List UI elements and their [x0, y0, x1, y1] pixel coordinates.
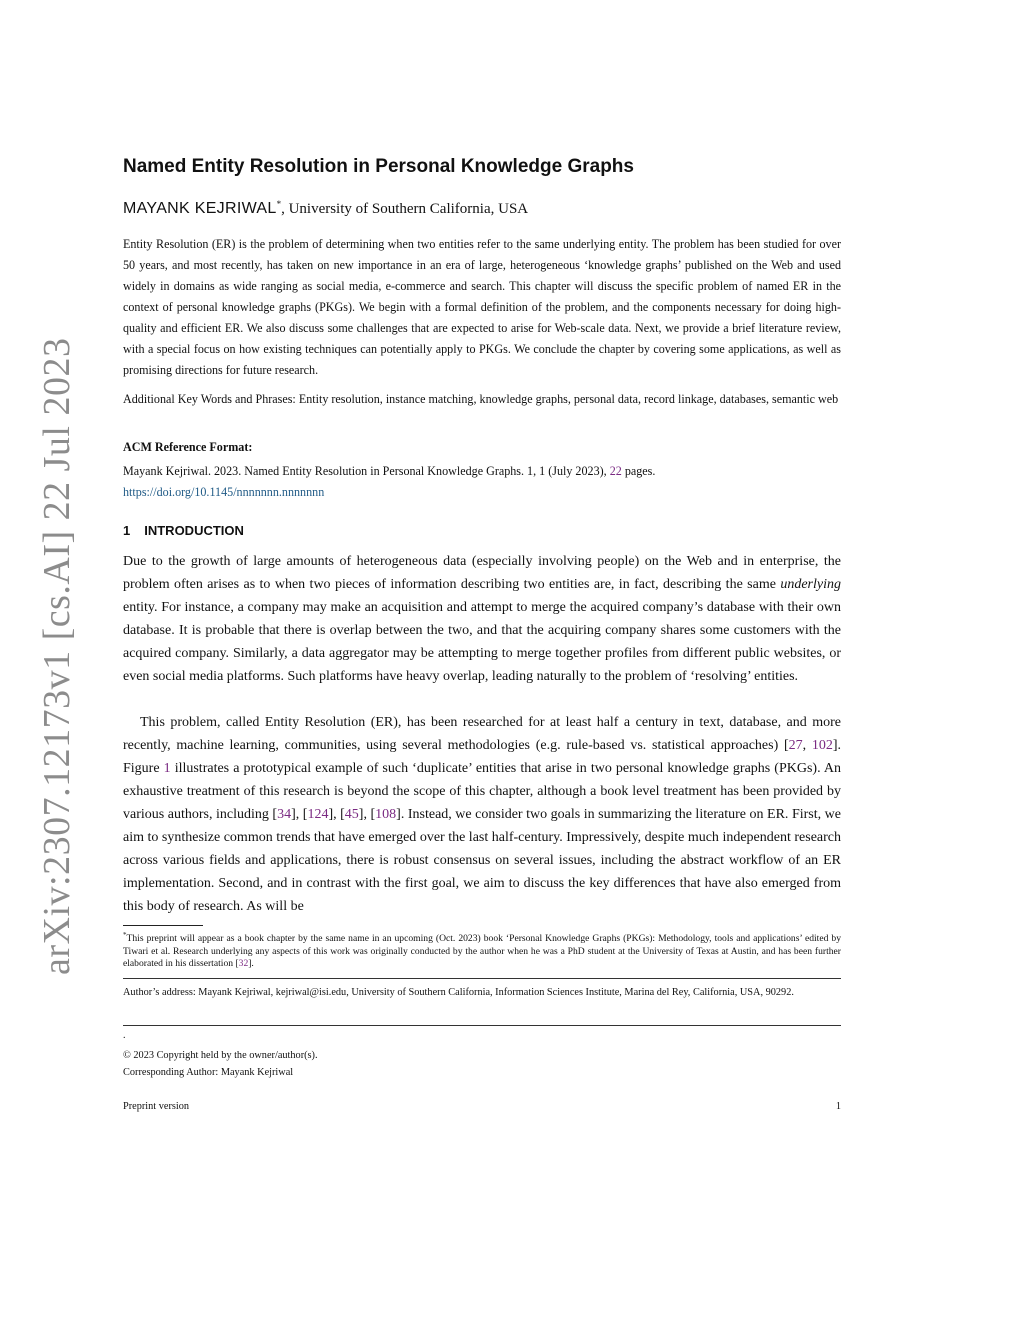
text-run: ]. Figure	[123, 738, 841, 776]
abstract: Entity Resolution (ER) is the problem of determining when two entities refer to the same underlying entity. The problem has been studied for over 50 years, and most recently, has taken on new importance in an era of large, heterogeneous ‘knowledge graphs’ published on the Web and used widely in domains as wide ranging as social media, e-commerce and search. This chapter will discuss the specific problem of named ER in the context of personal knowledge graphs (PKGs). We begin with a formal definition of the problem, and the components necessary for doing high-quality and efficient ER. We also discuss some challenges that are expected to arise for Web-scale data. Next, we provide a brief literature review, with a special focus on how existing techniques can potentially apply to PKGs. We conclude the chapter by covering some applications, as well as promising directions for future research.	[123, 237, 841, 377]
page-number: 1	[835, 1101, 841, 1112]
section-number: 1	[123, 523, 131, 538]
footnote-text: This preprint will appear as a book chapter by the same name in an upcoming (Oct. 2023) book ‘Personal Knowledge Graphs (PKGs): Methodology, tools and applications’ edited by Tiwari et al. Research underlying any aspects of this work was originally conducted by the author when he was a PhD student at the University of Texas at Austin, and has been further elaborated in his dissertation [	[123, 933, 841, 970]
text-run: ,	[802, 738, 812, 753]
copyright-block	[123, 1047, 318, 1081]
text-run: ], [	[291, 807, 308, 822]
paper-title: Named Entity Resolution in Personal Knowledge Graphs	[123, 156, 634, 177]
citation-link[interactable]: 27	[788, 738, 803, 753]
author-footnote-marker: *	[276, 199, 282, 209]
acm-reference-heading: ACM Reference Format:	[123, 440, 253, 454]
citation-link[interactable]: 34	[277, 807, 292, 822]
footnote-marker: *	[123, 931, 127, 939]
citation-link[interactable]: 108	[375, 807, 397, 822]
author-name: MAYANK KEJRIWAL	[123, 200, 277, 217]
arxiv-sidebar	[20, 0, 80, 1325]
author-affiliation: , University of Southern California, USA	[281, 201, 529, 217]
intro-paragraph-2	[123, 711, 841, 918]
divider	[123, 978, 841, 979]
emphasis: underlying	[780, 577, 841, 592]
footnote-rule	[123, 925, 203, 926]
acm-reference	[123, 461, 841, 503]
acm-citation-text: Mayank Kejriwal. 2023. Named Entity Resolution in Personal Knowledge Graphs. 1, 1 (July 2023),	[123, 464, 610, 478]
author-line	[123, 199, 528, 218]
corresponding-author: Corresponding Author: Mayank Kejriwal	[123, 1067, 294, 1078]
footer-label: Preprint version	[123, 1101, 190, 1112]
text-run: entity. For instance, a company may make an acquisition and attempt to merge the acquired company’s database with their own database. It is probable that there is overlap between the two, and that the acquiring company shares some customers with the acquired company. Similarly, a data aggregator may be attempting to merge together profiles from different public websites, or even social media platforms. Such platforms have heavy overlap, leading naturally to the problem of ‘resolving’ entities.	[123, 600, 841, 684]
citation-link[interactable]: 102	[811, 738, 833, 753]
text-run: ], [	[328, 807, 345, 822]
text-run: This problem, called Entity Resolution (ER), has been researched for at least half a century in text, database, and more recently, machine learning, communities, using several methodologies (e.g. rule-based vs. statistical approaches) [	[123, 715, 841, 753]
figure-link[interactable]: 1	[163, 761, 171, 776]
acm-page-count-link[interactable]: 22	[609, 464, 622, 478]
citation-link[interactable]: 124	[307, 807, 329, 822]
copyright: © 2023 Copyright held by the owner/author(s).	[123, 1050, 318, 1061]
section-title: INTRODUCTION	[144, 523, 244, 538]
author-address: Author’s address: Mayank Kejriwal, kejriwal@isi.edu, University of Southern California, Information Sciences Institute, Marina del Rey, California, USA, 90292.	[123, 987, 794, 998]
acm-pages-label: pages.	[621, 464, 656, 478]
text-run: Due to the growth of large amounts of heterogeneous data (especially involving people) on the Web and in enterprise, the problem often arises as to when two pieces of information describing two entities are, in fact, describing the same	[123, 554, 841, 592]
text-run: ]. Instead, we consider two goals in summarizing the literature on ER. First, we aim to synthesize common trends that have emerged over the last half-century. Impressively, despite much independent research across various fields and applications, there is robust consensus on several issues, including the abstract workflow of an ER implementation. Second, and in contrast with the first goal, we aim to discuss the key differences that have also emerged from this body of research. As will be	[123, 807, 841, 914]
citation-link[interactable]: 45	[344, 807, 359, 822]
text-run: ], [	[358, 807, 376, 822]
section-heading	[123, 523, 244, 538]
arxiv-identifier: arXiv:2307.12173v1 [cs.AI] 22 Jul 2023	[36, 337, 78, 975]
separator-dot: .	[123, 1030, 126, 1041]
doi-link[interactable]: https://doi.org/10.1145/nnnnnnn.nnnnnnn	[123, 485, 325, 499]
footnote-text: ].	[248, 958, 254, 970]
divider	[123, 1025, 841, 1026]
keywords: Additional Key Words and Phrases: Entity resolution, instance matching, knowledge graphs, personal data, record linkage, databases, semantic web	[123, 392, 839, 406]
footnote	[123, 929, 841, 971]
text-run: illustrates a prototypical example of such ‘duplicate’ entities that arise in two personal knowledge graphs (PKGs). An exhaustive treatment of this research is beyond the scope of this chapter, although a book level treatment has been provided by various authors, including [	[123, 761, 841, 822]
citation-link[interactable]: 32	[238, 958, 249, 970]
intro-paragraph-1	[123, 550, 841, 688]
